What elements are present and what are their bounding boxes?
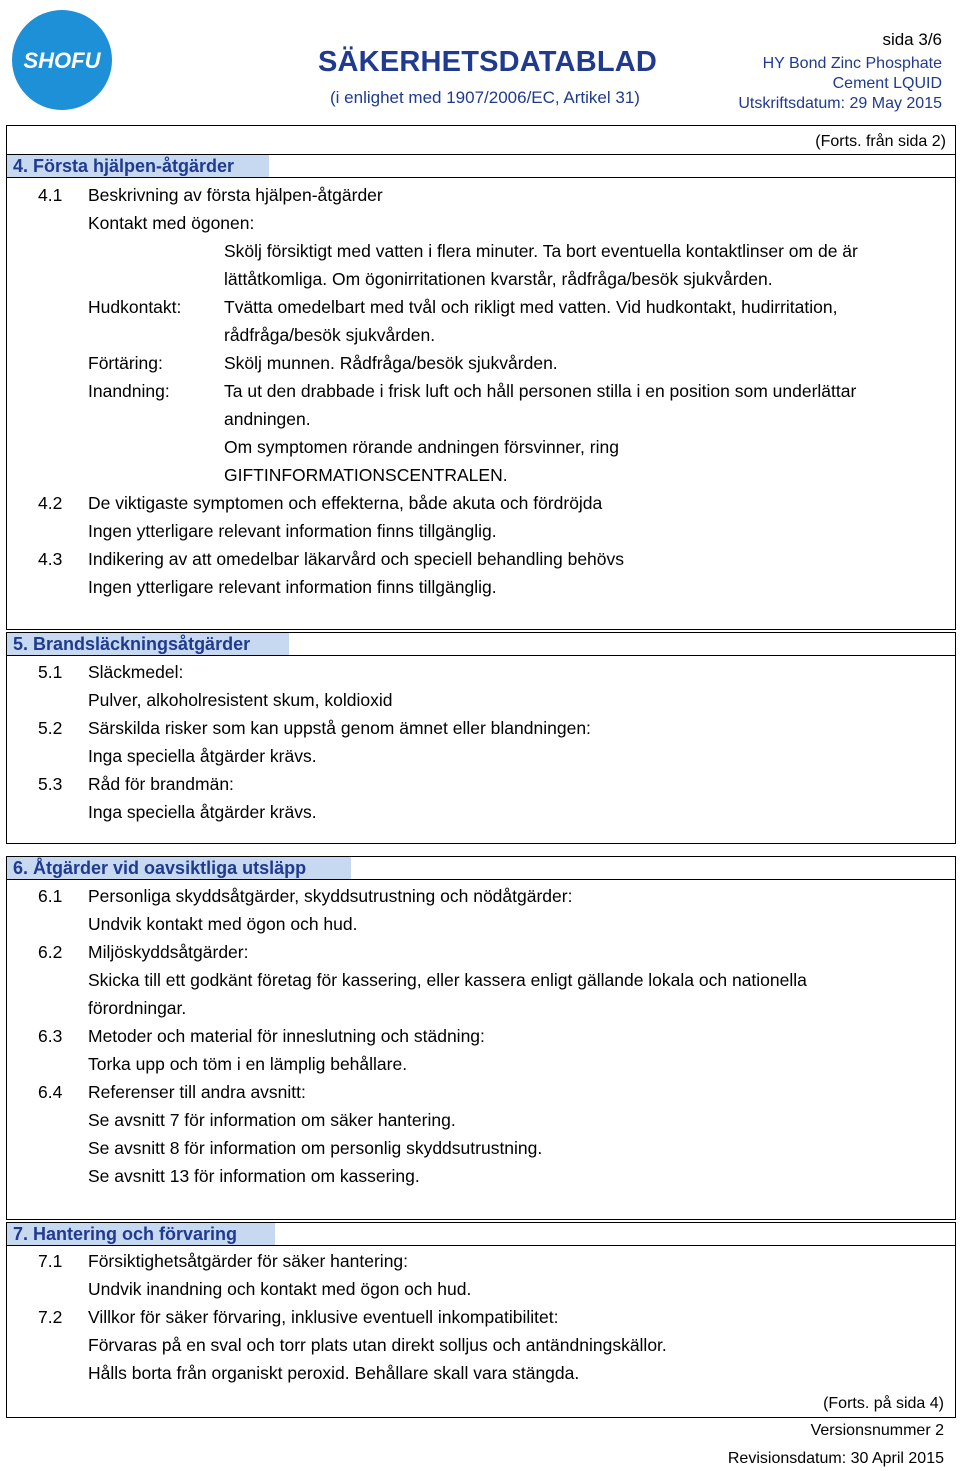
section-4-header (6, 154, 956, 178)
subsection-title: De viktigaste symptomen och effekterna, både akuta och fördröjda (88, 493, 603, 513)
subsection-number: 5.3 (38, 774, 63, 794)
document-subtitle: (i enlighet med 1907/2006/EC, Artikel 31) (330, 88, 640, 107)
section-7-title: 7. Hantering och förvaring (13, 1224, 238, 1244)
subsection-text: förordningar. (88, 998, 187, 1018)
section-6-header (6, 856, 956, 880)
document-header (0, 0, 960, 122)
subsection-title: Särskilda risker som kan uppstå genom ämnet eller blandningen: (88, 718, 591, 738)
skin-contact-text: Tvätta omedelbart med tvål och rikligt med vatten. Vid hudkontakt, hudirritation, (224, 297, 838, 317)
ingestion-label: Förtäring: (88, 353, 163, 373)
inhalation-text: Ta ut den drabbade i frisk luft och håll personen stilla i en position som underlättar (224, 381, 857, 401)
product-name-line2: Cement LQUID (832, 75, 942, 92)
subsection-text: Se avsnitt 7 för information om säker hantering. (88, 1110, 456, 1130)
subsection-text: Se avsnitt 8 för information om personlig skyddsutrustning. (88, 1138, 543, 1158)
logo-text: SHOFU (23, 48, 101, 73)
print-date: Utskriftsdatum: 29 May 2015 (738, 95, 942, 112)
continued-to: (Forts. på sida 4) (823, 1395, 944, 1412)
subsection-text: Torka upp och töm i en lämplig behållare. (88, 1054, 408, 1074)
subsection-number: 4.3 (38, 549, 63, 569)
subsection-text: Hålls borta från organiskt peroxid. Behållare skall vara stängda. (88, 1363, 580, 1383)
subsection-number: 4.1 (38, 185, 63, 205)
product-name-line1: HY Bond Zinc Phosphate (762, 55, 942, 72)
subsection-number: 7.1 (38, 1251, 63, 1271)
subsection-text: Undvik kontakt med ögon och hud. (88, 914, 358, 934)
subsection-title: Försiktighetsåtgärder för säker hantering: (88, 1251, 409, 1271)
subsection-title: Råd för brandmän: (88, 774, 234, 794)
page-number: sida 3/6 (882, 30, 942, 49)
subsection-title: Metoder och material för inneslutning och städning: (88, 1026, 485, 1046)
inhalation-text: Om symptomen rörande andningen försvinner, ring (224, 437, 619, 457)
document-title: SÄKERHETSDATABLAD (318, 46, 658, 78)
ingestion-text: Skölj munnen. Rådfråga/besök sjukvården. (224, 353, 558, 373)
subsection-number: 6.3 (38, 1026, 63, 1046)
continued-from: (Forts. från sida 2) (815, 133, 946, 150)
subsection-title: Miljöskyddsåtgärder: (88, 942, 249, 962)
subsection-title: Släckmedel: (88, 662, 184, 682)
subsection-number: 7.2 (38, 1307, 63, 1327)
subsection-number: 6.1 (38, 886, 63, 906)
subsection-number: 6.2 (38, 942, 63, 962)
eye-contact-text: Skölj försiktigt med vatten i flera minuter. Ta bort eventuella kontaktlinser om de är (224, 241, 858, 261)
section-5-title: 5. Brandsläckningsåtgärder (13, 634, 251, 654)
subsection-text: Pulver, alkoholresistent skum, koldioxid (88, 690, 393, 710)
subsection-number: 6.4 (38, 1082, 63, 1102)
eye-contact-label: Kontakt med ögonen: (88, 213, 255, 233)
section-7-header (6, 1222, 956, 1246)
revision-date: Revisionsdatum: 30 April 2015 (727, 1450, 944, 1467)
subsection-number: 5.1 (38, 662, 63, 682)
section-6-title: 6. Åtgärder vid oavsiktliga utsläpp (13, 858, 307, 878)
subsection-text: Skicka till ett godkänt företag för kassering, eller kassera enligt gällande lokala och nationella (88, 970, 807, 990)
skin-contact-label: Hudkontakt: (88, 297, 182, 317)
shofu-logo (10, 8, 114, 112)
eye-contact-text: lättåtkomliga. Om ögonirritationen kvarstår, rådfråga/besök sjukvården. (224, 269, 773, 289)
inhalation-text: GIFTINFORMATIONSCENTRALEN. (224, 465, 508, 485)
subsection-text: Se avsnitt 13 för information om kassering. (88, 1166, 420, 1186)
subsection-title: Villkor för säker förvaring, inklusive eventuell inkompatibilitet: (88, 1307, 559, 1327)
subsection-title: Beskrivning av första hjälpen-åtgärder (88, 185, 383, 205)
skin-contact-text: rådfråga/besök sjukvården. (224, 325, 436, 345)
section-5-header (6, 632, 956, 656)
subsection-text: Förvaras på en sval och torr plats utan direkt solljus och antändningskällor. (88, 1335, 667, 1355)
subsection-text: Inga speciella åtgärder krävs. (88, 802, 317, 822)
version-number: Versionsnummer 2 (810, 1422, 944, 1439)
subsection-text: Inga speciella åtgärder krävs. (88, 746, 317, 766)
section-4-title: 4. Första hjälpen-åtgärder (13, 156, 235, 176)
inhalation-text: andningen. (224, 409, 311, 429)
inhalation-label: Inandning: (88, 381, 170, 401)
subsection-text: Ingen ytterligare relevant information finns tillgänglig. (88, 577, 497, 597)
subsection-text: Undvik inandning och kontakt med ögon och hud. (88, 1279, 472, 1299)
subsection-number: 4.2 (38, 493, 63, 513)
subsection-number: 5.2 (38, 718, 63, 738)
subsection-text: Ingen ytterligare relevant information finns tillgänglig. (88, 521, 497, 541)
subsection-title: Indikering av att omedelbar läkarvård och speciell behandling behövs (88, 549, 625, 569)
subsection-title: Referenser till andra avsnitt: (88, 1082, 306, 1102)
subsection-title: Personliga skyddsåtgärder, skyddsutrustning och nödåtgärder: (88, 886, 573, 906)
